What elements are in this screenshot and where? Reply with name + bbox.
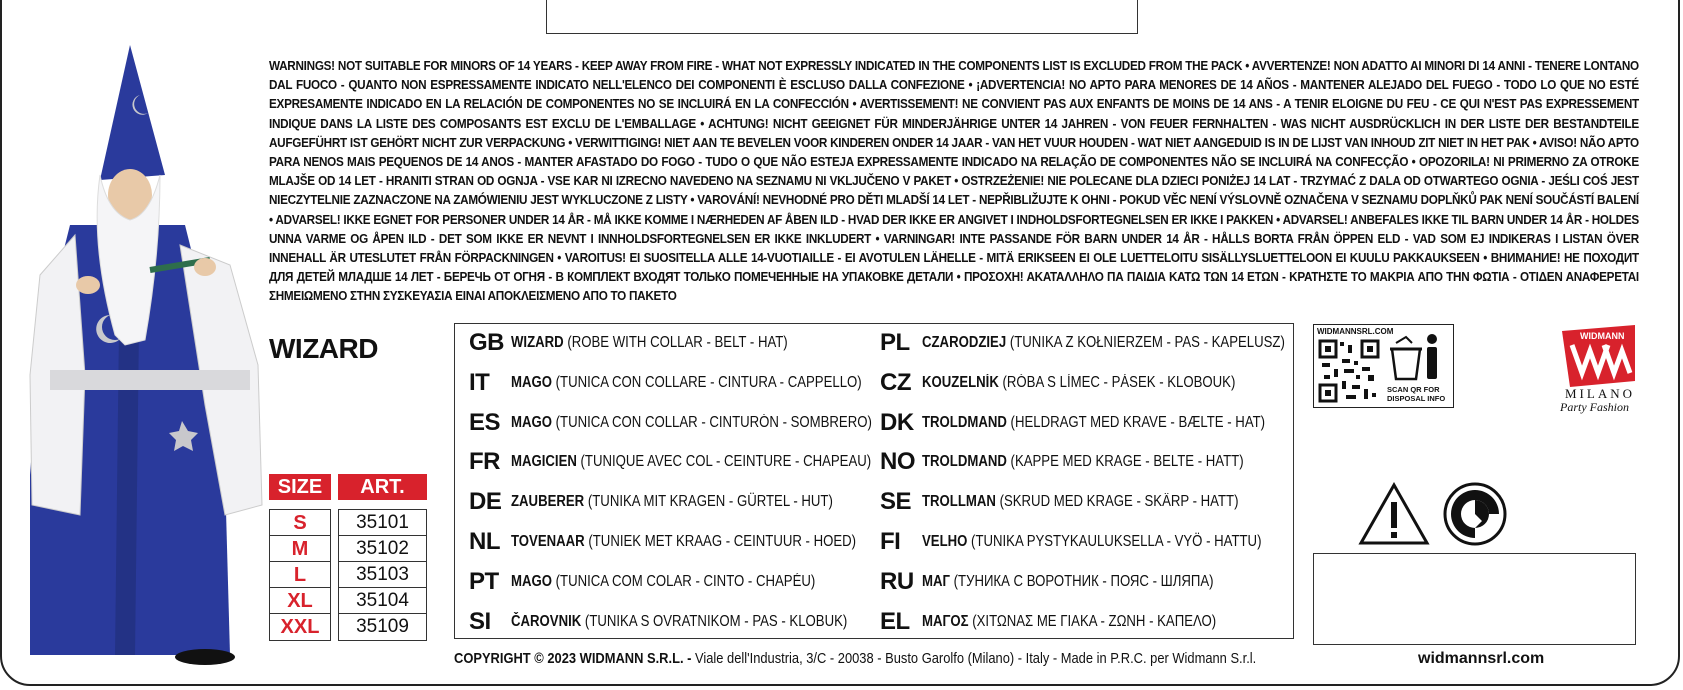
product-name-translation xyxy=(511,453,871,471)
product-name-translation xyxy=(922,533,1261,551)
translated-description: (TUNIQUE AVEC COL - CEINTURE - CHAPEAU) xyxy=(580,453,872,470)
translated-name: KOUZELNÍK xyxy=(922,374,999,391)
translated-name: TROLDMAND xyxy=(922,453,1007,470)
translated-description: (TUNIKA S OVRATNIKOM - PAS - KLOBUK) xyxy=(584,613,848,630)
art-column xyxy=(338,509,427,641)
language-code: SE xyxy=(880,488,912,515)
art-cell: 35103 xyxy=(339,562,426,588)
language-code: GB xyxy=(469,329,504,356)
translated-name: ZAUBERER xyxy=(511,493,585,510)
size-column xyxy=(269,509,331,641)
language-code: RU xyxy=(880,568,914,595)
language-code: EL xyxy=(880,608,910,635)
translated-name: VELHO xyxy=(922,533,968,550)
language-code: FR xyxy=(469,448,500,475)
translated-description: (HELDRAGT MED KRAVE - BÆLTE - HAT) xyxy=(1010,414,1266,431)
translation-row xyxy=(469,487,890,517)
language-code: NL xyxy=(469,528,500,555)
copyright-address: Viale dell'Industria, 3/C - 20038 - Busto Garolfo (Milano) - Italy - Made in P.R.C. per Widmann S.r.l. xyxy=(691,650,1257,667)
product-name-translation xyxy=(511,533,856,551)
product-name-translation xyxy=(511,334,788,352)
qr-url: WIDMANNSRL.COM xyxy=(1317,327,1394,336)
translated-description: (KAPPE MED KRAGE - BELTE - HATT) xyxy=(1010,453,1244,470)
product-name-translation xyxy=(922,613,1216,631)
wizard-costume-image xyxy=(0,45,268,670)
language-code: IT xyxy=(469,369,490,396)
language-code: ES xyxy=(469,409,501,436)
language-code: FI xyxy=(880,528,901,555)
translation-row xyxy=(880,368,1291,398)
scan-qr-text xyxy=(1387,385,1445,403)
scan-line1: SCAN QR FOR xyxy=(1387,385,1440,394)
translated-description: (RÓBA S LÍMEC - PÁSEK - KLOBOUK) xyxy=(1002,374,1236,391)
translation-row xyxy=(469,567,869,597)
logo-party-fashion: Party Fashion xyxy=(1560,400,1629,414)
product-name-translation xyxy=(511,414,872,432)
translation-row xyxy=(880,447,1300,477)
translated-name: TROLDMAND xyxy=(922,414,1007,431)
warnings-text: WARNINGS! NOT SUITABLE FOR MINORS OF 14 YEARS - KEEP AWAY FROM FIRE - WHAT NOT EXPRESSLY INDICATED IN THE COMPONENTS LIST IS EXCLUDED FROM THE PACK • AVVERTENZE! NON ADATTO AI MINORI DI 14 ANNI - TENERE LONTANO DAL FUOCO - QUANTO NON ESPRESSAMENTE INDICATO NELL'ELENCO DEI COMPONENTI È ESCLUSO DALLA CONFEZIONE • ¡ADVERTENCIA! NO APTO PARA MENORES DE 14 AÑOS - MANTENER ALEJADO DEL FUEGO - TODO LO QUE NO ESTÉ EXPRESAMENTE INDICADO EN LA RELACIÓN DE COMPONENTES NO SE INCLUIRÁ EN LA CONFECCIÓN • AVERTISSEMENT! NE CONVIENT PAS AUX ENFANTS DE MOINS DE 14 ANS - A TENIR ELOIGNE DU FEU - CE QUI N'EST PAS EXPRESSEMENT INDIQUE DANS LA LISTE DES COMPOSANTS EST EXCLU DE L'EMBALLAGE • ACHTUNG! NICHT GEEIGNET FÜR MINDERJÄHRIGE UNTER 14 JAHREN - VON FEUER FERNHALTEN - WAS NICHT AUSDRÜCKLICH IN DER LISTE DER BESTANDTEILE AUFGEFÜHRT IST GEHÖRT NICHT ZUR VERPACKUNG • VERWITTIGING! NIET AAN TE BEVELEN VOOR KINDEREN ONDER 14 JAAR - VAN HET VUUR HOUDEN - WAT NIET AANGEDUID IS IN DE LIJST VAN INHOUD ZIT NIET IN HET PAK • AVISO! NÃO APTO PARA NENOS MAIS PEQUENOS DE 14 ANOS - MANTER AFASTADO DO FOGO - TUDO O QUE NÃO ESTEJA EXPRESSAMENTE INDICADO NA RELAÇÃO DE COMPONENTES NÃO SE INCLUIRÁ NA CONFECÇÃO • OPOZORILA! NI PRIMERNO ZA OTROKE MLAJŠE OD 14 LET - HRANITI STRAN OD OGNJA - VSE KAR NI IZRECNO NAVEDENO NA SEZNAMU NI VKLJUČENO V PAKET • OSTRZEŻENIE! NIE POLECANE DLA DZIECI PONIŻEJ 14 LAT - TRZYMAĆ Z DALA OD OTWARTEGO OGNIA - JEŚLI COŚ JEST NIECZYTELNIE ZAZNACZONE NA ZAMÓWIENIU JEST WYKLUCZONE Z LISTY • VAROVÁNÍ! NEVHODNÉ PRO DĚTI MLADŠÍ 14 LET - NEPŘIBLIŽUJTE K OHNI - POKUD VĚC NENÍ VÝSLOVNĚ OZNAČENA V SEZNAMU DOPLŇKŮ PAK NENÍ SOUČÁSTÍ BALENÍ • ADVARSEL! IKKE EGNET FOR PERSONER UNDER 14 ÅR - MÅ IKKE KOMME I NÆRHEDEN AF ÅBEN ILD - HVAD DER IKKE ER ANGIVET I INDHOLDSFORTEGNELSEN ER IKKE I PAKKEN • ADVARSEL! ANBEFALES IKKE TIL BARN UNDER 14 ÅR - HOLDES UNNA VARME OG ÅPEN ILD - DET SOM IKKE ER NEVNT I INNHOLDSFORTEGNELSEN ER IKKE INKLUDERT • VARNINGAR! INTE PASSANDE FÖR BARN UNDER 14 ÅR - HÅLLS BORTA FRÅN ÖPPEN ELD - VAD SOM EJ INDIKERAS I LISTAN ÖVER INNEHALL ÄR UTESLUTET FRÅN FÖRPACKNINGEN • VAROITUS! EI SUOSITELLA ALLE 14-VUOTIAILLE - EI AVOTULEN LÄHELLE - MITÄ ERIKSEEN EI OLE LUETTELOITU SISÄLLYSLUETTELOON EI KUULU PAKKAUKSEEN • ВНИМАНИЕ! НЕ ПОХОДИТ ДЛЯ ДЕТЕЙ МЛАДШЕ 14 ЛЕТ - БЕРЕЧЬ ОТ ОГНЯ - В КОМПЛЕКТ ВХОДЯТ ТОЛЬКО ПОМЕЧЕННЫЕ НА УПАКОВКЕ ДЕТАЛИ • ΠΡΟΣΟΧΗ! ΑΚΑΤΑΛΛΗΛΟ ΠΑ ΠΑΙΔΙΑ ΚΑΤΩ ΤΩΝ 14 ΕΤΩΝ - ΚΡΑΤΗΣΤΕ ΤΟ ΜΑΚΡΙΑ ΑΠΟ ΤΗΝ ΦΩΤΙΑ - ΟΤΙΔΕΝ ΑΝΑΦΕΡΕΤΑΙ ΣΗΜΕΙΩΜΕΝΟ ΣΤΗΝ ΣΥΣΚΕΥΑΣΙΑ ΕΙΝΑΙ ΑΠΟΚΛΕΙΣΜΕΝΟ ΑΠΟ ΤΟ ΠΑΚΕΤΟ xyxy=(269,59,1639,304)
translation-row xyxy=(880,527,1321,557)
translated-description: (TUNIKA Z KOŁNIERZEM - PAS - KAPELUSZ) xyxy=(1009,334,1285,351)
size-header: SIZE xyxy=(269,474,331,500)
recycle-bin-info-icon xyxy=(1388,329,1450,383)
translation-row xyxy=(469,368,924,398)
product-name-translation xyxy=(922,493,1238,511)
copyright-line xyxy=(454,650,1256,667)
art-cell: 35101 xyxy=(339,510,426,536)
product-name-translation xyxy=(922,334,1285,352)
translated-name: TROLLMAN xyxy=(922,493,996,510)
translation-row xyxy=(880,487,1294,517)
translated-name: WIZARD xyxy=(511,334,564,351)
product-name-translation xyxy=(511,573,815,591)
top-box xyxy=(546,0,1138,34)
translated-name: MAGO xyxy=(511,414,552,431)
product-name-translation xyxy=(511,493,833,511)
translation-row xyxy=(880,408,1326,438)
size-cell: M xyxy=(270,536,330,562)
product-name-translation xyxy=(922,573,1214,591)
translated-description: (ТУНИКА С ВОРОТНИК - ПОЯС - ШЛЯПА) xyxy=(953,573,1214,590)
language-code: PL xyxy=(880,329,910,356)
green-dot-recycle-icon xyxy=(1442,481,1508,547)
language-code: DK xyxy=(880,409,914,436)
size-cell: S xyxy=(270,510,330,536)
translation-row xyxy=(469,328,837,358)
art-cell: 35109 xyxy=(356,616,409,637)
translated-description: (TUNICA CON COLLARE - CINTURA - CAPPELLO) xyxy=(555,374,862,391)
translation-row xyxy=(880,328,1349,358)
warning-triangle-icon xyxy=(1358,482,1430,546)
logo-milano: MILANO xyxy=(1565,386,1635,401)
qr-disposal-box xyxy=(1313,324,1454,408)
translation-row xyxy=(880,567,1265,597)
translated-name: ΜΑΓΟΣ xyxy=(922,613,969,630)
translated-description: (TUNIKA PYSTYKAULUKSELLA - VYÖ - HATTU) xyxy=(971,533,1262,550)
translated-name: MAGICIEN xyxy=(511,453,577,470)
scan-line2: DISPOSAL INFO xyxy=(1387,394,1446,403)
translated-name: MAGO xyxy=(511,573,552,590)
product-name-translation xyxy=(511,374,862,392)
translated-description: (TUNICA COM COLAR - CINTO - CHAPÉU) xyxy=(555,573,816,590)
language-code: CZ xyxy=(880,369,911,396)
translated-description: (ROBE WITH COLLAR - BELT - HAT) xyxy=(567,334,788,351)
translation-row xyxy=(880,607,1268,637)
translation-row xyxy=(469,527,917,557)
translation-row xyxy=(469,447,935,477)
translated-name: MAGO xyxy=(511,374,552,391)
qr-code-icon xyxy=(1318,339,1380,403)
translated-name: ČAROVNIK xyxy=(511,613,582,630)
product-title: WIZARD xyxy=(269,333,378,364)
copyright-bold: COPYRIGHT © 2023 WIDMANN S.R.L. - xyxy=(454,650,692,667)
svg-text:WIDMANN: WIDMANN xyxy=(1580,331,1625,341)
language-code: DE xyxy=(469,488,502,515)
language-code: SI xyxy=(469,608,491,635)
translated-description: (TUNIKA MIT KRAGEN - GÜRTEL - HUT) xyxy=(587,493,833,510)
product-name-translation xyxy=(922,374,1235,392)
translation-row xyxy=(469,607,907,637)
language-code: NO xyxy=(880,448,915,475)
product-name-translation xyxy=(922,414,1265,432)
translated-description: (ΧΙΤΩΝΑΣ ΜΕ ΓΙΑΚΑ - ΖΩΝΗ - ΚΑΠΕΛΟ) xyxy=(972,613,1217,630)
size-cell: XXL xyxy=(280,616,320,638)
blank-box xyxy=(1313,553,1636,645)
language-code: PT xyxy=(469,568,499,595)
size-cell: XL xyxy=(270,588,330,614)
translated-name: CZARODZIEJ xyxy=(922,334,1007,351)
product-name-translation xyxy=(922,453,1244,471)
product-name-translation xyxy=(511,613,847,631)
art-cell: 35104 xyxy=(339,588,426,614)
art-cell: 35102 xyxy=(339,536,426,562)
size-cell: L xyxy=(270,562,330,588)
translated-description: (TUNIEK MET KRAAG - CEINTUUR - HOED) xyxy=(588,533,857,550)
translated-name: МАГ xyxy=(922,573,950,590)
art-header: ART. xyxy=(338,474,427,500)
translated-name: TOVENAAR xyxy=(511,533,585,550)
translation-row xyxy=(469,408,936,438)
translated-description: (TUNICA CON COLLAR - CINTURÓN - SOMBRERO) xyxy=(555,414,872,431)
website-link[interactable]: widmannsrl.com xyxy=(1418,650,1545,667)
translated-description: (SKRUD MED KRAGE - SKÄRP - HATT) xyxy=(999,493,1239,510)
